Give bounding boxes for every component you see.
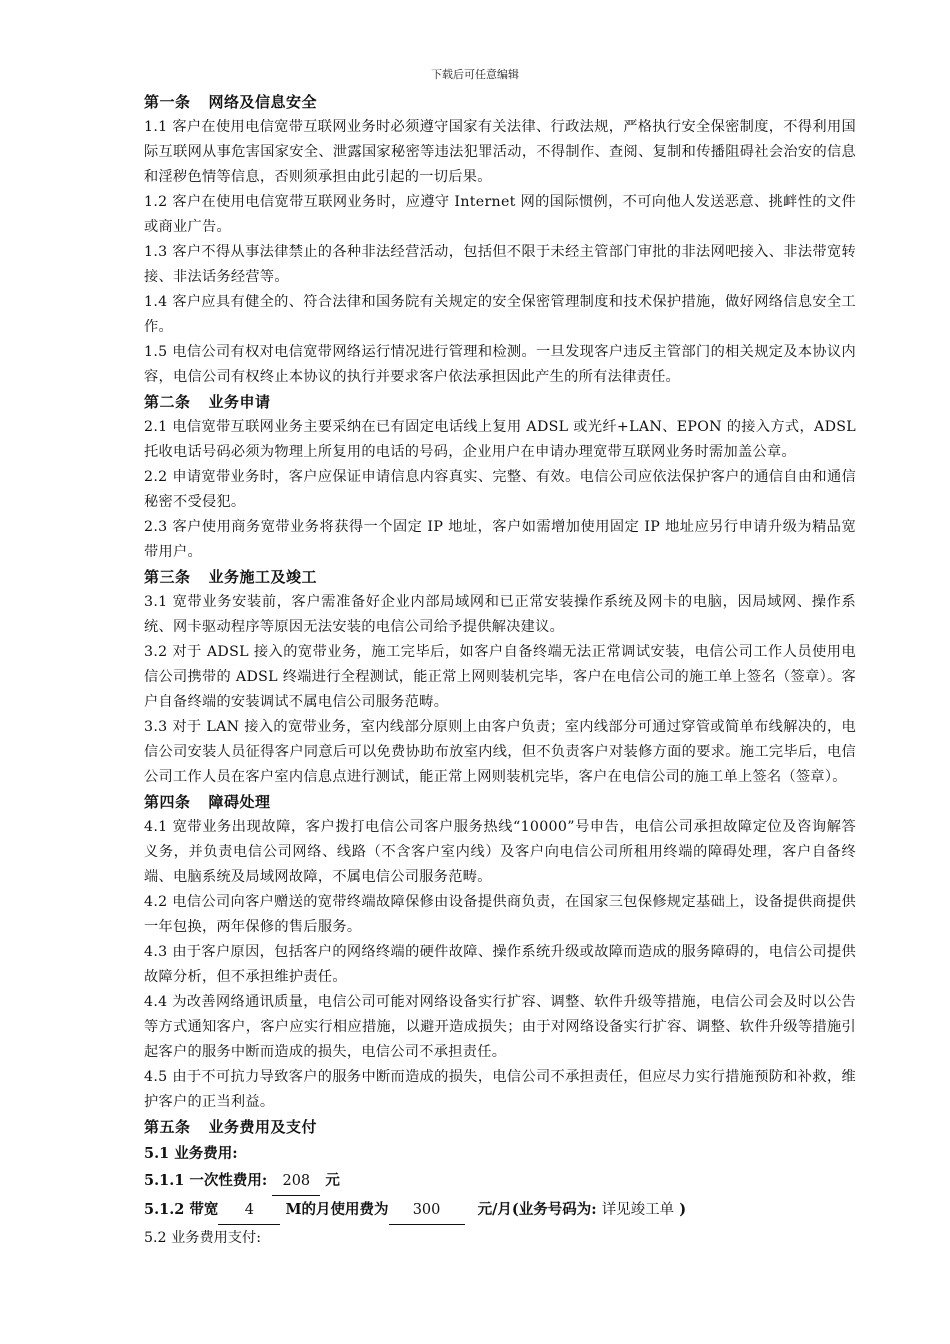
clause-paragraph: 3.3 对于 LAN 接入的宽带业务，室内线部分原则上由客户负责；室内线部分可通过穿管或简单布线解决的，电信公司安装人员征得客户同意后可以免费协助布放室内线，但不负责客户对装修方面的要求。施工完毕后，电信公司工作人员在客户室内信息点进行测试，能正常上网则装机完毕，客户在电信公司的施工单上签名（签章）。 bbox=[144, 719, 856, 785]
fees-heading: 5.1 业务费用: bbox=[144, 1145, 238, 1162]
section-title: 第三条 业务施工及竣工 bbox=[144, 568, 318, 586]
clause-paragraph: 2.2 申请宽带业务时，客户应保证申请信息内容真实、完整、有效。电信公司应依法保护客户的通信自由和通信秘密不受侵犯。 bbox=[144, 469, 856, 510]
monthly-fee-line: 5.1.2 带宽 4 M的月使用费为 300 元/月(业务号码为: 详见竣工单 ) bbox=[144, 1196, 856, 1225]
clause-paragraph: 4.1 宽带业务出现故障，客户拨打电信公司客户服务热线“10000”号申告，电信公司承担故障定位及咨询解答义务，并负责电信公司网络、线路（不含客户室内线）及客户向电信公司所租用终端的障碍处理，客户自备终端、电脑系统及局域网故障，不属电信公司服务范畴。 bbox=[144, 819, 856, 885]
section-title: 第五条 业务费用及支付 bbox=[144, 1118, 318, 1136]
clause-paragraph: 1.2 客户在使用电信宽带互联网业务时，应遵守 Internet 网的国际惯例，不可向他人发送恶意、挑衅性的文件或商业广告。 bbox=[144, 194, 856, 235]
business-number-ref: 详见竣工单 bbox=[601, 1202, 675, 1218]
onetime-fee-value: 208 bbox=[272, 1168, 320, 1196]
clause-paragraph: 1.4 客户应具有健全的、符合法律和国务院有关规定的安全保密管理制度和技术保护措施，做好网络信息安全工作。 bbox=[144, 294, 856, 335]
clause-paragraph: 1.5 电信公司有权对电信宽带网络运行情况进行管理和检测。一旦发现客户违反主管部门的相关规定及本协议内容，电信公司有权终止本协议的执行并要求客户依法承担因此产生的所有法律责任。 bbox=[144, 344, 856, 385]
section-title: 第四条 障碍处理 bbox=[144, 793, 271, 811]
clause-paragraph: 4.5 由于不可抗力导致客户的服务中断而造成的损失，电信公司不承担责任，但应尽力实行措施预防和补救，维护客户的正当利益。 bbox=[144, 1069, 856, 1110]
page-header: 下载后可任意编辑 bbox=[431, 68, 519, 81]
clause-paragraph: 2.1 电信宽带互联网业务主要采纳在已有固定电话线上复用 ADSL 或光纤+LAN、EPON 的接入方式，ADSL 托收电话号码必须为物理上所复用的电话的号码，企业用户在申请办理宽带互联网业务时需加盖公章。 bbox=[144, 419, 856, 460]
monthly-fee-value: 300 bbox=[389, 1197, 465, 1225]
clause-paragraph: 1.1 客户在使用电信宽带互联网业务时必须遵守国家有关法律、行政法规，严格执行安全保密制度，不得利用国际互联网从事危害国家安全、泄露国家秘密等违法犯罪活动，不得制作、查阅、复制和传播阻碍社会治安的信息和淫秽色情等信息，否则须承担由此引起的一切后果。 bbox=[144, 119, 856, 185]
bandwidth-value: 4 bbox=[218, 1197, 280, 1225]
clause-paragraph: 4.2 电信公司向客户赠送的宽带终端故障保修由设备提供商负责，在国家三包保修规定基础上，设备提供商提供一年包换，两年保修的售后服务。 bbox=[144, 894, 856, 935]
onetime-fee-line: 5.1.1 一次性费用: 208 元 bbox=[144, 1167, 856, 1196]
clause-paragraph: 4.3 由于客户原因，包括客户的网络终端的硬件故障、操作系统升级或故障而造成的服务障碍的，电信公司提供故障分析，但不承担维护责任。 bbox=[144, 944, 856, 985]
document-body bbox=[144, 90, 856, 1251]
clause-paragraph: 4.4 为改善网络通讯质量，电信公司可能对网络设备实行扩容、调整、软件升级等措施，电信公司会及时以公告等方式通知客户，客户应实行相应措施，以避开造成损失；由于对网络设备实行扩容、调整、软件升级等措施引起客户的服务中断而造成的损失，电信公司不承担责任。 bbox=[144, 994, 856, 1060]
section-title: 第一条 网络及信息安全 bbox=[144, 93, 318, 111]
section-title: 第二条 业务申请 bbox=[144, 393, 271, 411]
clause-paragraph: 3.1 宽带业务安装前，客户需准备好企业内部局域网和已正常安装操作系统及网卡的电脑，因局域网、操作系统、网卡驱动程序等原因无法安装的电信公司给予提供解决建议。 bbox=[144, 594, 856, 635]
clause-paragraph: 3.2 对于 ADSL 接入的宽带业务，施工完毕后，如客户自备终端无法正常调试安装，电信公司工作人员使用电信公司携带的 ADSL 终端进行全程测试，能正常上网则装机完毕，客户在电信公司的施工单上签名（签章）。客户自备终端的安装调试不属电信公司服务范畴。 bbox=[144, 644, 856, 710]
clause-paragraph: 2.3 客户使用商务宽带业务将获得一个固定 IP 地址，客户如需增加使用固定 IP 地址应另行申请升级为精品宽带用户。 bbox=[144, 519, 856, 560]
clause-paragraph: 1.3 客户不得从事法律禁止的各种非法经营活动，包括但不限于未经主管部门审批的非法网吧接入、非法带宽转接、非法话务经营等。 bbox=[144, 244, 856, 285]
payment-heading: 5.2 业务费用支付: bbox=[144, 1230, 261, 1246]
